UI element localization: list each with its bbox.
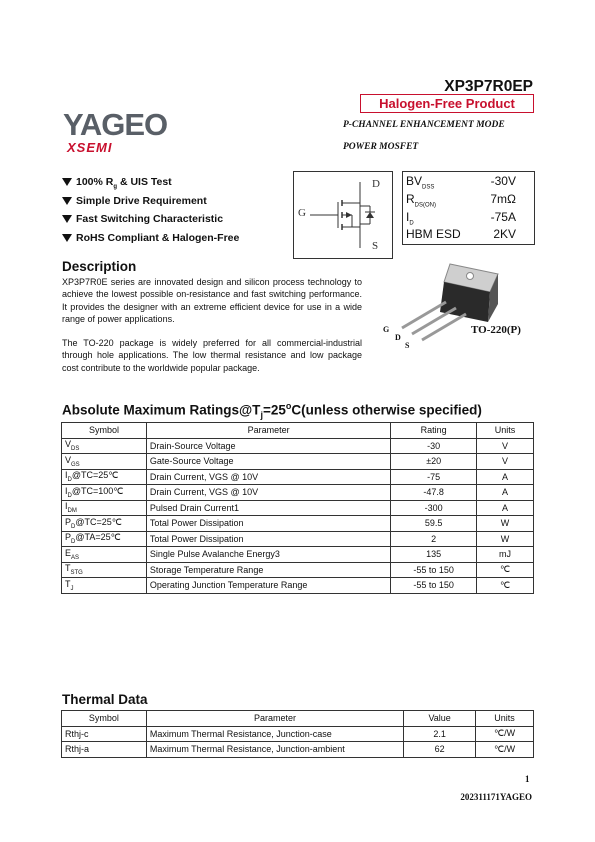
table-row [62,547,534,563]
table-row [62,485,534,501]
parameter-cell: Total Power Dissipation [146,531,390,547]
triangle-bullet-icon [62,234,72,242]
spec-value: -75A [490,210,516,224]
yageo-logo [63,108,167,155]
spec-row [406,227,528,245]
feature-text: Fast Switching Characteristic [76,213,224,225]
mosfet-symbol-icon [294,172,392,258]
feature-text: Simple Drive Requirement [76,194,207,207]
units-cell: W [477,531,534,547]
units-cell: W [477,516,534,532]
logo-brand: YAGEO [63,107,168,142]
units-cell: ℃/W [476,726,534,742]
units-cell: ℃ [477,578,534,594]
col-header: Parameter [146,423,390,439]
units-cell: A [477,485,534,501]
symbol-cell: $T_{STG}$ [62,562,147,578]
spec-param: $R_{DS(ON)}$ [406,192,437,209]
units-cell: mJ [477,547,534,563]
feature-item [62,210,239,229]
spec-param: $BV_{DSS}$ [406,174,435,191]
value-cell: 2.1 [404,726,476,742]
table-row [62,438,534,454]
source-label: S [372,240,379,252]
symbol-cell: $I_{DM}$ [62,500,147,516]
subtitle-line2: POWER MOSFET [343,142,419,152]
rating-cell: 135 [391,547,477,563]
feature-item [62,173,239,192]
abs-max-heading: Absolute Maximum $Ratings@T_j=25^oC(unless$ otherwise specified) [62,401,482,421]
symbol-cell: $V_{GS}$ [62,454,147,470]
logo-sub: XSEMI [67,140,113,155]
pin-d-label: D [395,333,401,342]
rating-cell: 59.5 [391,516,477,532]
symbol-cell: Rthj-c [62,726,147,742]
description-heading: Description [62,259,137,274]
units-cell: A [477,469,534,485]
col-header: Units [476,711,534,727]
subtitle-line1: P-CHANNEL ENHANCEMENT MODE [343,120,505,130]
table-header-row [62,711,534,727]
gate-label: G [298,207,306,219]
col-header: Symbol [62,423,147,439]
halogen-free-badge: Halogen-Free Product [360,94,534,113]
rating-cell: -47.8 [391,485,477,501]
spec-param: $I_D$ [406,210,414,227]
rating-cell: ±20 [391,454,477,470]
parameter-cell: Pulsed Drain Current1 [146,500,390,516]
to220-package-icon [380,262,530,372]
rating-cell: -30 [391,438,477,454]
package-name: TO-220(P) [471,324,521,336]
rating-cell: -300 [391,500,477,516]
feature-item [62,229,239,248]
table-row [62,578,534,594]
col-header: Units [477,423,534,439]
feature-list [62,173,239,247]
parameter-cell: Storage Temperature Range [146,562,390,578]
rating-cell: -75 [391,469,477,485]
symbol-cell: $P_D@TC=25℃$ [62,516,147,532]
rating-cell: 2 [391,531,477,547]
units-cell: A [477,500,534,516]
feature-text: RoHS Compliant & Halogen-Free [76,231,240,244]
table-row [62,500,534,516]
symbol-cell: $I_D@TC=100℃$ [62,485,147,501]
parameter-cell: Maximum Thermal Resistance, Junction-case [146,726,403,742]
col-header: Parameter [146,711,403,727]
rating-cell: -55 to 150 [391,562,477,578]
triangle-bullet-icon [62,215,72,223]
drain-label: D [372,178,380,190]
parameter-cell: Drain Current, VGS @ 10V [146,469,390,485]
table-row [62,516,534,532]
page-number: 1 [525,774,530,784]
mosfet-symbol-box [293,171,393,259]
spec-value: 7mΩ [490,192,516,206]
symbol-cell: Rthj-a [62,742,147,758]
triangle-bullet-icon [62,178,72,186]
col-header: Symbol [62,711,147,727]
thermal-table [61,710,534,758]
table-header-row [62,423,534,439]
table-row [62,562,534,578]
pin-s-label: S [405,341,410,350]
parameter-cell: Single Pulse Avalanche Energy3 [146,547,390,563]
table-row [62,531,534,547]
spec-row [406,174,528,192]
units-cell: ℃/W [476,742,534,758]
table-row [62,742,534,758]
description-text [62,276,362,386]
key-spec-box [402,171,535,245]
description-para1: XP3P7R0E series are innovated design and silicon process technology to achieve the lowest possible on-resistance and fast switching performance. It provides the designer with an extreme efficient device for use in a wide range of power applications. [62,277,362,324]
document-code: 202311171YAGEO [460,792,532,802]
thermal-heading: Thermal Data [62,692,148,707]
table-row [62,726,534,742]
symbol-cell: $V_{DS}$ [62,438,147,454]
symbol-cell: $P_D@TA=25℃$ [62,531,147,547]
pin-g-label: G [383,325,390,334]
parameter-cell: Gate-Source Voltage [146,454,390,470]
parameter-cell: Maximum Thermal Resistance, Junction-ambient [146,742,403,758]
part-number: XP3P7R0EP [444,78,533,95]
feature-text: 100% $R_g$ & UIS Test [76,176,172,191]
description-para2: The TO-220 package is widely preferred for all commercial-industrial through hole applications. The low thermal resistance and low package cost contribute to the worldwide popular package. [62,338,362,373]
spec-value: -30V [490,174,516,188]
parameter-cell: Operating Junction Temperature Range [146,578,390,594]
feature-item [62,192,239,211]
abs-max-table [61,422,534,594]
col-header: Value [404,711,476,727]
spec-row [406,192,528,210]
units-cell: V [477,454,534,470]
rating-cell: -55 to 150 [391,578,477,594]
spec-param: HBM ESD [406,227,461,241]
symbol-cell: $E_{AS}$ [62,547,147,563]
spec-value: 2KV [493,227,516,241]
units-cell: V [477,438,534,454]
spec-row [406,210,528,228]
symbol-cell: $I_D@TC=25℃$ [62,469,147,485]
col-header: Rating [391,423,477,439]
units-cell: ℃ [477,562,534,578]
value-cell: 62 [404,742,476,758]
symbol-cell: $T_J$ [62,578,147,594]
triangle-bullet-icon [62,197,72,205]
parameter-cell: Drain Current, VGS @ 10V [146,485,390,501]
parameter-cell: Drain-Source Voltage [146,438,390,454]
package-illustration [380,262,530,372]
table-row [62,469,534,485]
parameter-cell: Total Power Dissipation [146,516,390,532]
table-row [62,454,534,470]
